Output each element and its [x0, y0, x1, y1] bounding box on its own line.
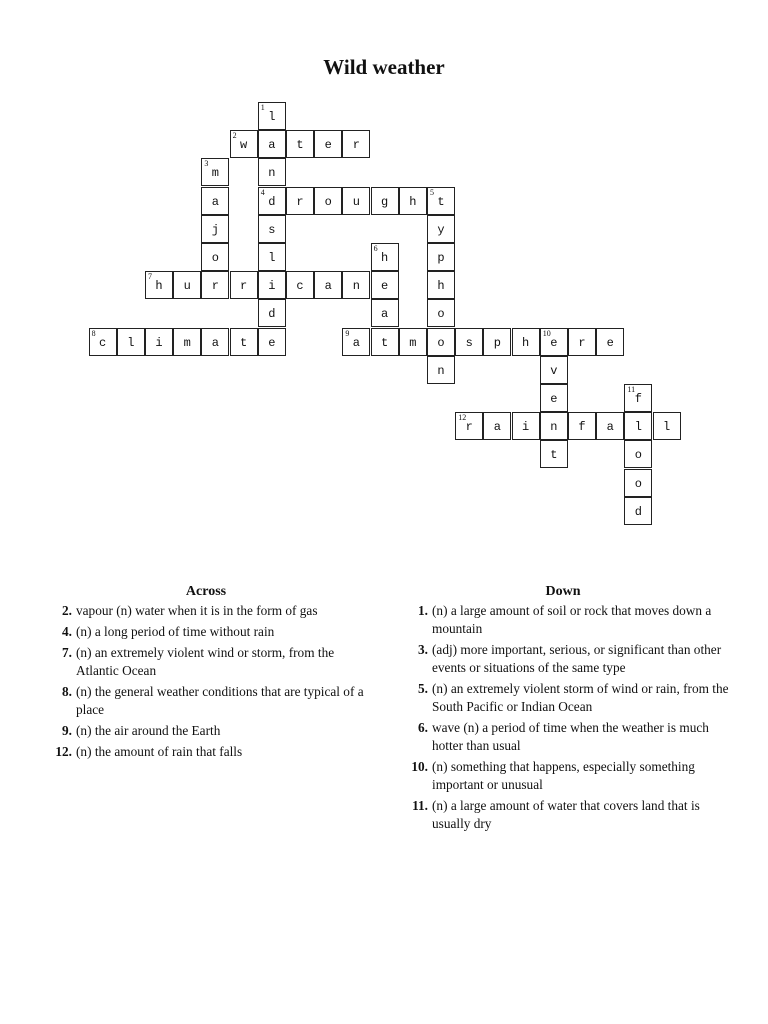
- cell-letter: s: [465, 335, 473, 350]
- cell-letter: o: [211, 251, 219, 265]
- cell-letter: o: [634, 448, 642, 463]
- cell-letter: m: [409, 335, 417, 350]
- grid-cell: [653, 412, 681, 440]
- grid-cell: [258, 271, 286, 299]
- clue-number: 1: [260, 103, 265, 112]
- down-clue: [396, 758, 730, 794]
- grid-cell: [399, 187, 427, 215]
- grid-cell: [117, 328, 145, 356]
- cell-letter: h: [380, 251, 389, 265]
- cell-letter: a: [380, 307, 389, 322]
- grid-cell: [540, 440, 568, 468]
- grid-cell: [201, 158, 229, 186]
- across-clue: [40, 722, 372, 740]
- grid-cell: [342, 187, 370, 215]
- grid-cell: [286, 187, 314, 215]
- across-heading: Across: [185, 584, 227, 599]
- clue-number: 9.: [62, 723, 72, 738]
- grid-cell: [371, 271, 399, 299]
- across-clue: [40, 623, 372, 641]
- grid-cell: [173, 328, 201, 356]
- cell-letter: h: [155, 279, 163, 294]
- cell-letter: n: [352, 279, 360, 294]
- grid-cell: [258, 158, 286, 186]
- down-heading: Down: [545, 584, 581, 599]
- cell-letter: j: [211, 222, 219, 237]
- clue-text: wave (n) a period of time when the weather is much hotter than usual: [432, 720, 709, 753]
- grid-cell: [201, 187, 229, 215]
- cell-letter: a: [352, 335, 360, 350]
- grid-cell: [624, 440, 652, 468]
- cell-letter: t: [550, 448, 558, 463]
- cell-letter: n: [268, 166, 276, 181]
- cell-letter: h: [409, 194, 417, 209]
- grid-cell: [624, 412, 652, 440]
- down-clue: [396, 797, 730, 833]
- cell-letter: u: [183, 279, 191, 294]
- grid-cell: [314, 187, 342, 215]
- across-clues: [40, 584, 372, 764]
- cell-letter: i: [155, 335, 163, 350]
- cell-letter: a: [268, 138, 276, 153]
- clue-number: 7.: [62, 645, 72, 660]
- cell-letter: e: [268, 335, 276, 350]
- grid-cell: [540, 328, 568, 356]
- grid-cell: [314, 130, 342, 158]
- cell-letter: r: [296, 194, 304, 209]
- cell-letter: m: [183, 335, 191, 350]
- down-clue: [396, 641, 730, 677]
- grid-cell: [230, 271, 258, 299]
- across-clue: [40, 743, 372, 761]
- grid-cell: [230, 328, 258, 356]
- clue-number: 3.: [418, 642, 428, 657]
- clue-text: (n) an extremely violent storm of wind or rain, from the South Pacific or Indian Ocean: [432, 681, 729, 714]
- clue-number: 11: [627, 385, 636, 394]
- clue-text: (n) the air around the Earth: [76, 723, 221, 738]
- across-clue: [40, 602, 372, 620]
- down-clue: [396, 719, 730, 755]
- clue-number: 12.: [55, 744, 72, 759]
- clue-number: 9: [345, 328, 350, 338]
- cell-letter: h: [521, 335, 530, 350]
- grid-cell: [512, 412, 540, 440]
- cell-letter: l: [662, 420, 671, 435]
- across-clue: [40, 683, 372, 719]
- cell-letter: d: [634, 504, 642, 519]
- grid-cell: [342, 271, 370, 299]
- cell-letter: g: [380, 194, 389, 209]
- cell-letter: n: [437, 363, 445, 378]
- grid-cell: [568, 412, 596, 440]
- clue-number: 5: [430, 187, 434, 197]
- grid-cell: [258, 299, 286, 327]
- clue-number: 10: [542, 328, 551, 338]
- grid-cell: [427, 187, 455, 215]
- clue-number: 11.: [412, 798, 428, 813]
- down-clues: [396, 584, 730, 836]
- grid-cell: [145, 328, 173, 356]
- cell-letter: t: [437, 194, 445, 209]
- cell-letter: e: [324, 138, 332, 153]
- clue-number: 2.: [62, 603, 72, 618]
- grid-cell: [455, 412, 483, 440]
- cell-letter: a: [324, 279, 332, 294]
- cell-letter: p: [493, 335, 501, 350]
- cell-letter: n: [550, 420, 558, 435]
- cell-letter: t: [296, 138, 304, 153]
- grid-cell: [342, 328, 370, 356]
- down-clue: [396, 680, 730, 716]
- cell-letter: r: [239, 279, 248, 294]
- cell-letter: a: [606, 420, 614, 435]
- grid-cell: [624, 469, 652, 497]
- cell-letter: d: [268, 307, 276, 322]
- clue-text: (n) the amount of rain that falls: [76, 744, 243, 759]
- cell-letter: a: [493, 420, 501, 435]
- cell-letter: w: [239, 138, 248, 153]
- grid-cell: [371, 299, 399, 327]
- grid-cell: [427, 299, 455, 327]
- cell-letter: f: [634, 392, 642, 406]
- clue-number: 12: [458, 413, 467, 423]
- clue-text: (n) a large amount of soil or rock that moves down a mountain: [432, 603, 712, 636]
- grid-cell: [624, 497, 652, 525]
- cell-letter: o: [634, 476, 642, 491]
- cell-letter: u: [352, 194, 360, 209]
- cell-letter: r: [352, 138, 360, 153]
- cell-letter: a: [211, 335, 219, 350]
- grid-cell: [399, 328, 427, 356]
- grid-cell: [540, 356, 568, 384]
- grid-cell: [89, 328, 117, 356]
- cell-letter: m: [211, 166, 219, 181]
- grid-cell: [427, 356, 455, 384]
- grid-cell: [596, 412, 624, 440]
- grid-cell: [455, 328, 483, 356]
- clue-number: 7: [148, 272, 152, 282]
- cell-letter: a: [211, 194, 219, 209]
- grid-cell: [145, 271, 173, 299]
- clue-number: 2: [232, 131, 237, 141]
- cell-letter: t: [380, 335, 389, 350]
- grid-cell: [568, 328, 596, 356]
- cell-letter: o: [437, 335, 445, 350]
- clue-number: 10.: [411, 759, 428, 774]
- clue-text: vapour (n) water when it is in the form of gas: [76, 603, 318, 618]
- cell-letter: i: [268, 279, 276, 294]
- grid-cell: [596, 328, 624, 356]
- cell-letter: o: [437, 307, 445, 322]
- clue-number: 6: [373, 244, 378, 253]
- cell-letter: e: [550, 392, 558, 406]
- grid-cell: [286, 271, 314, 299]
- cell-letter: d: [268, 194, 276, 209]
- clue-text: (n) something that happens, especially something important or unusual: [432, 759, 695, 792]
- cell-letter: p: [437, 251, 445, 265]
- cell-letter: r: [465, 420, 473, 435]
- cell-letter: r: [211, 279, 219, 294]
- grid-cell: [371, 187, 399, 215]
- clue-text: (n) a long period of time without rain: [76, 624, 275, 639]
- cell-letter: c: [98, 335, 107, 350]
- grid-cell: [286, 130, 314, 158]
- across-clue: [40, 644, 372, 680]
- clue-number: 1.: [418, 603, 428, 618]
- cell-letter: t: [239, 335, 248, 350]
- clue-text: (n) a large amount of water that covers land that is usually dry: [432, 798, 700, 831]
- grid-cell: [427, 328, 455, 356]
- grid-cell: [427, 243, 455, 271]
- cell-letter: l: [268, 251, 276, 265]
- cell-letter: l: [127, 335, 135, 350]
- clue-number: 8: [91, 328, 96, 338]
- grid-cell: [371, 328, 399, 356]
- grid-cell: [512, 328, 540, 356]
- grid-cell: [342, 130, 370, 158]
- down-clue: [396, 602, 730, 638]
- grid-cell: [427, 271, 455, 299]
- grid-cell: [201, 215, 229, 243]
- clue-number: 4: [260, 187, 265, 197]
- grid-cell: [230, 130, 258, 158]
- grid-cell: [173, 271, 201, 299]
- cell-letter: l: [268, 110, 276, 124]
- cell-letter: y: [437, 222, 445, 237]
- clue-number: 6.: [418, 720, 428, 735]
- grid-cell: [371, 243, 399, 271]
- cell-letter: e: [380, 279, 389, 294]
- cell-letter: v: [550, 363, 558, 378]
- clue-number: 5.: [418, 681, 428, 696]
- down-clue-list: [396, 602, 730, 833]
- grid-cell: [258, 130, 286, 158]
- cell-letter: f: [578, 420, 586, 435]
- grid-cell: [258, 187, 286, 215]
- cell-letter: c: [296, 279, 304, 294]
- grid-cell: [258, 215, 286, 243]
- grid-cell: [540, 412, 568, 440]
- clue-number: 4.: [62, 624, 72, 639]
- clue-text: (n) an extremely violent wind or storm, from the Atlantic Ocean: [76, 645, 335, 678]
- cell-letter: i: [521, 420, 530, 435]
- grid-cell: [483, 328, 511, 356]
- page-title: Wild weather: [323, 55, 445, 79]
- grid-cell: [258, 243, 286, 271]
- cell-letter: l: [634, 420, 642, 435]
- cell-letter: o: [324, 194, 332, 209]
- cell-letter: s: [268, 222, 276, 237]
- cell-letter: h: [437, 279, 445, 294]
- across-clue-list: [40, 602, 372, 761]
- cell-letter: e: [606, 335, 614, 350]
- cell-letter: e: [550, 335, 558, 350]
- grid-cell: [427, 215, 455, 243]
- clue-number: 3: [204, 159, 209, 169]
- grid-cell: [258, 328, 286, 356]
- grid-cell: [201, 328, 229, 356]
- grid-cell: [624, 384, 652, 412]
- clue-text: (n) the general weather conditions that are typical of a place: [76, 684, 364, 717]
- clue-text: (adj) more important, serious, or significant than other events or situations of the same type: [432, 642, 722, 675]
- grid-cell: [483, 412, 511, 440]
- grid-cell: [201, 243, 229, 271]
- grid-cell: [258, 102, 286, 130]
- cell-letter: r: [578, 335, 586, 350]
- grid-cell: [540, 384, 568, 412]
- grid-cell: [314, 271, 342, 299]
- grid-cell: [201, 271, 229, 299]
- clue-number: 8.: [62, 684, 72, 699]
